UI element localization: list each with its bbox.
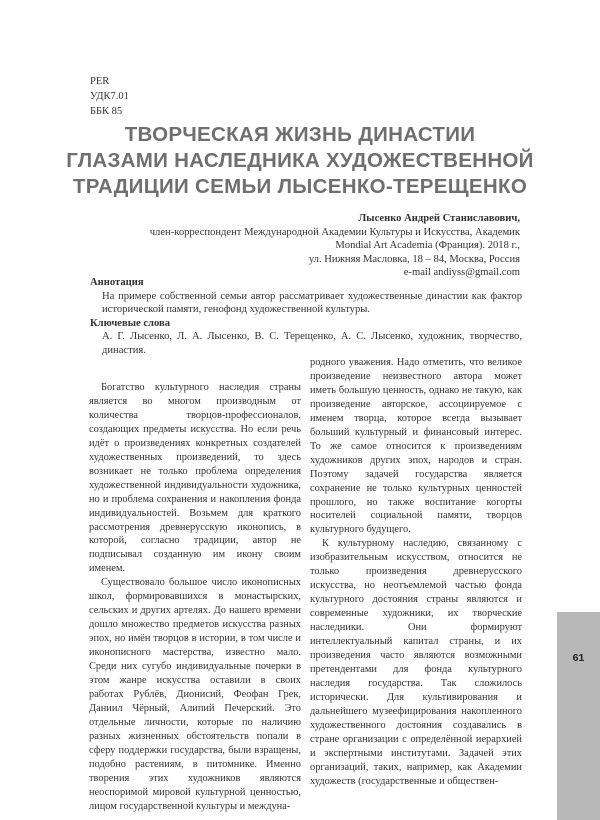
- author-name: Лысенко Андрей Станиславович,: [358, 213, 520, 224]
- abstract-section: [90, 276, 522, 358]
- author-affiliation-line: член-корреспондент Международной Академии Культуры и Искусства, Академик: [149, 226, 520, 238]
- journal-code: PER: [90, 76, 110, 87]
- bbk-code: ББК 85: [90, 106, 123, 117]
- paragraph: Существовало большое число иконописных школ, формировавшихся в монастырских, сельских и других артелях. До нашего времени дошло множество предметов искусства разных эпох, но имён творцов в истории, в том числе и иконописного мастерства, известно мало. Среди них сугубо индивидуальные почерки в этом жанре искусства оставили в своих работах Рублёв, Дионисий, Феофан Грек, Даниил Чёрный, Алипий Печерский. Это отдельные личности, которые по наличию разных жизненных обстоятельств попали в сферу поддержки государства, были взращены, подобно растениям, в питомнике. Именно творения этих художников являются неоспоримой мировой культурной ценностью, лицом государственной культуры и междуна-: [89, 577, 301, 812]
- body-column-right: [310, 356, 522, 789]
- abstract-text: На примере собственной семьи автор рассматривает художественные династии как фактор исторической памяти, генофонд художественной культуры.: [102, 290, 522, 316]
- document-meta: [90, 74, 129, 119]
- keywords-heading: Ключевые слова: [90, 317, 171, 329]
- abstract-heading: Аннотация: [90, 277, 144, 288]
- keywords-text: А. Г. Лысенко, Л. А. Лысенко, В. С. Терещенко, А. С. Лысенко, художник, творчество, династия.: [102, 331, 522, 356]
- author-email: e-mail andiyss@gmail.com: [403, 267, 520, 279]
- author-block: [100, 212, 520, 280]
- udc-code: УДК7.01: [90, 91, 129, 102]
- page-edge-tab: [557, 612, 600, 820]
- body-column-left: [89, 381, 301, 814]
- page-number: 61: [572, 652, 585, 664]
- article-title: [30, 122, 570, 200]
- paragraph: К культурному наследию, связанному с изобразительным искусством, относится не только произведения древнерусского искусства, но неотъемлемой частью фонда культурного достояния страны являются и современные художники, их творческие наследники. Они формируют интеллектуальный капитал страны, и их произведения часто являются возможными претендентами для фонда культурного наследия государства. Так сложилось исторически. Для культивирования и дальнейшего музеефицирования накопленного художественного достояния создавались в стране организации с определённой иерархией и экспертными институтами. Задачей этих организаций, таких, например, как Академии художеств (государственные и обществен-: [310, 538, 522, 787]
- author-affiliation-line: Mondial Art Academia (Франция). 2018 г.,: [335, 240, 520, 252]
- title-line: ТВОРЧЕСКАЯ ЖИЗНЬ ДИНАСТИИ: [124, 123, 476, 146]
- title-line: ГЛАЗАМИ НАСЛЕДНИКА ХУДОЖЕСТВЕННОЙ: [66, 149, 534, 172]
- paragraph: родного уважения. Надо отметить, что великое произведение неизвестного автора может иметь большую ценность, однако не такую, как произведение авторское, ассоциируемое с именем творца, которое всегда вызывает больший культурный и финансовый интерес. То же самое относится к произведениям художников других эпох, народов и стран. Поэтому задачей государства является сохранение не только культурных ценностей прошлого, но также воспитание когорты носителей социальной памяти, творцов культурного будущего.: [310, 357, 522, 536]
- author-address: ул. Нижняя Масловка, 18 – 84, Москва, Россия: [308, 253, 520, 265]
- title-line: ТРАДИЦИИ СЕМЬИ ЛЫСЕНКО-ТЕРЕЩЕНКО: [72, 175, 528, 198]
- paragraph: Богатство культурного наследия страны является во многом производным от количества творцов-профессионалов, создающих предметы искусства. Но если речь идёт о произведениях конкретных создателей художественных произведений, то здесь возникает не только проблема определения художественной индивидуальности художника, но и проблема сохранения и накопления фонда индивидуальностей. Возьмем для краткого рассмотрения древнерусскую иконопись, в которой, согласно традиции, автор не подписывал созданную им икону своим именем.: [89, 382, 301, 575]
